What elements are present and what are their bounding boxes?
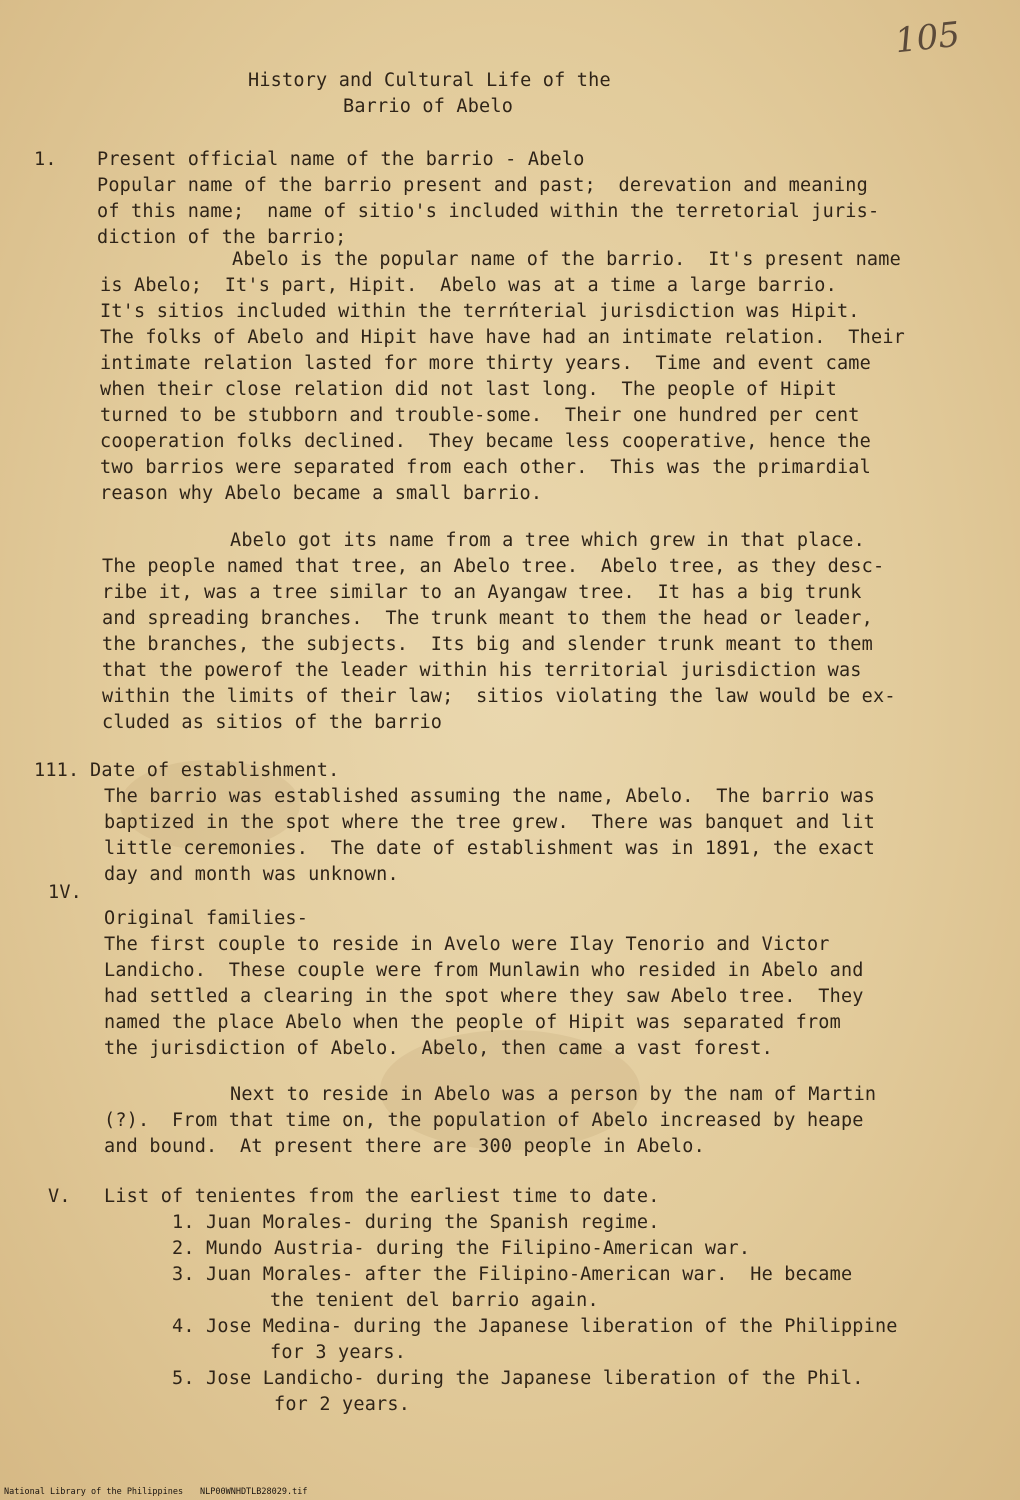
text-line: The barrio was established assuming the name, Abelo. The barrio was bbox=[104, 786, 875, 807]
text-line: (?). From that time on, the population of Abelo increased by heape bbox=[104, 1110, 864, 1131]
text-line: and bound. At present there are 300 people in Abelo. bbox=[104, 1136, 705, 1157]
text-line: The first couple to reside in Avelo were Ilay Tenorio and Victor bbox=[104, 934, 830, 955]
text-line: little ceremonies. The date of establishment was in 1891, the exact bbox=[104, 838, 875, 859]
list-item: for 3 years. bbox=[270, 1342, 407, 1363]
text-line: Next to reside in Abelo was a person by the nam of Martin bbox=[230, 1084, 877, 1105]
title-line-1: History and Cultural Life of the bbox=[248, 70, 611, 91]
text-line: named the place Abelo when the people of Hipit was separated from bbox=[104, 1012, 841, 1033]
text-line: It's sitios included within the terrńterial jurisdiction was Hipit. bbox=[100, 301, 860, 322]
text-line: Present official name of the barrio - Abelo bbox=[97, 149, 585, 170]
text-line: intimate relation lasted for more thirty years. Time and event came bbox=[100, 353, 871, 374]
list-item: 3. Juan Morales- after the Filipino-American war. He became bbox=[172, 1264, 853, 1285]
text-line: day and month was unknown. bbox=[104, 864, 399, 885]
list-heading: List of tenientes from the earliest time to date. bbox=[104, 1186, 660, 1207]
text-line: cluded as sitios of the barrio bbox=[102, 712, 443, 733]
text-line: the branches, the subjects. Its big and slender trunk meant to them bbox=[102, 634, 873, 655]
page-number: 105 bbox=[893, 14, 962, 62]
footer-filename: NLP00WNHDTLB28029.tif bbox=[200, 1487, 308, 1497]
text-line: of this name; name of sitio's included within the terretorial juris- bbox=[97, 201, 880, 222]
text-line: The people named that tree, an Abelo tree. Abelo tree, as they desc- bbox=[102, 556, 885, 577]
list-item: 1. Juan Morales- during the Spanish regime. bbox=[172, 1212, 660, 1233]
list-item: 2. Mundo Austria- during the Filipino-American war. bbox=[172, 1238, 751, 1259]
text-line: Date of establishment. bbox=[90, 760, 340, 781]
text-line: turned to be stubborn and trouble-some. Their one hundred per cent bbox=[100, 405, 860, 426]
text-line: is Abelo; It's part, Hipit. Abelo was at a time a large barrio. bbox=[100, 275, 837, 296]
list-item: 5. Jose Landicho- during the Japanese liberation of the Phil. bbox=[172, 1368, 864, 1389]
text-line: reason why Abelo became a small barrio. bbox=[100, 483, 543, 504]
text-line: The folks of Abelo and Hipit have have had an intimate relation. Their bbox=[100, 327, 905, 348]
footer-library: National Library of the Philippines bbox=[4, 1487, 184, 1497]
text-line: cooperation folks declined. They became less cooperative, hence the bbox=[100, 431, 871, 452]
text-line: within the limits of their law; sitios violating the law would be ex- bbox=[102, 686, 896, 707]
text-line: Popular name of the barrio present and past; derevation and meaning bbox=[97, 175, 868, 196]
section-marker: V. bbox=[48, 1186, 71, 1207]
text-line: that the powerof the leader within his territorial jurisdiction was bbox=[102, 660, 862, 681]
text-line: Original families- bbox=[104, 908, 309, 929]
text-line: had settled a clearing in the spot where they saw Abelo tree. They bbox=[104, 986, 864, 1007]
section-marker: 111. bbox=[34, 760, 80, 781]
title-line-2: Barrio of Abelo bbox=[343, 96, 514, 117]
text-line: baptized in the spot where the tree grew. There was banquet and lit bbox=[104, 812, 875, 833]
list-item: 4. Jose Medina- during the Japanese liberation of the Philippine bbox=[172, 1316, 898, 1337]
text-line: and spreading branches. The trunk meant to them the head or leader, bbox=[102, 608, 873, 629]
text-line: when their close relation did not last long. The people of Hipit bbox=[100, 379, 837, 400]
section-marker: 1. bbox=[34, 149, 57, 170]
text-line: Landicho. These couple were from Munlawin who resided in Abelo and bbox=[104, 960, 864, 981]
section-marker: 1V. bbox=[48, 882, 83, 903]
text-line: Abelo got its name from a tree which grew in that place. bbox=[230, 530, 865, 551]
text-line: Abelo is the popular name of the barrio. It's present name bbox=[232, 249, 901, 270]
text-line: diction of the barrio; bbox=[97, 227, 347, 248]
text-line: ribe it, was a tree similar to an Ayangaw tree. It has a big trunk bbox=[102, 582, 862, 603]
text-line: the jurisdiction of Abelo. Abelo, then came a vast forest. bbox=[104, 1038, 773, 1059]
list-item: for 2 years. bbox=[274, 1394, 411, 1415]
text-line: two barrios were separated from each other. This was the primardial bbox=[100, 457, 871, 478]
list-item: the tenient del barrio again. bbox=[270, 1290, 599, 1311]
